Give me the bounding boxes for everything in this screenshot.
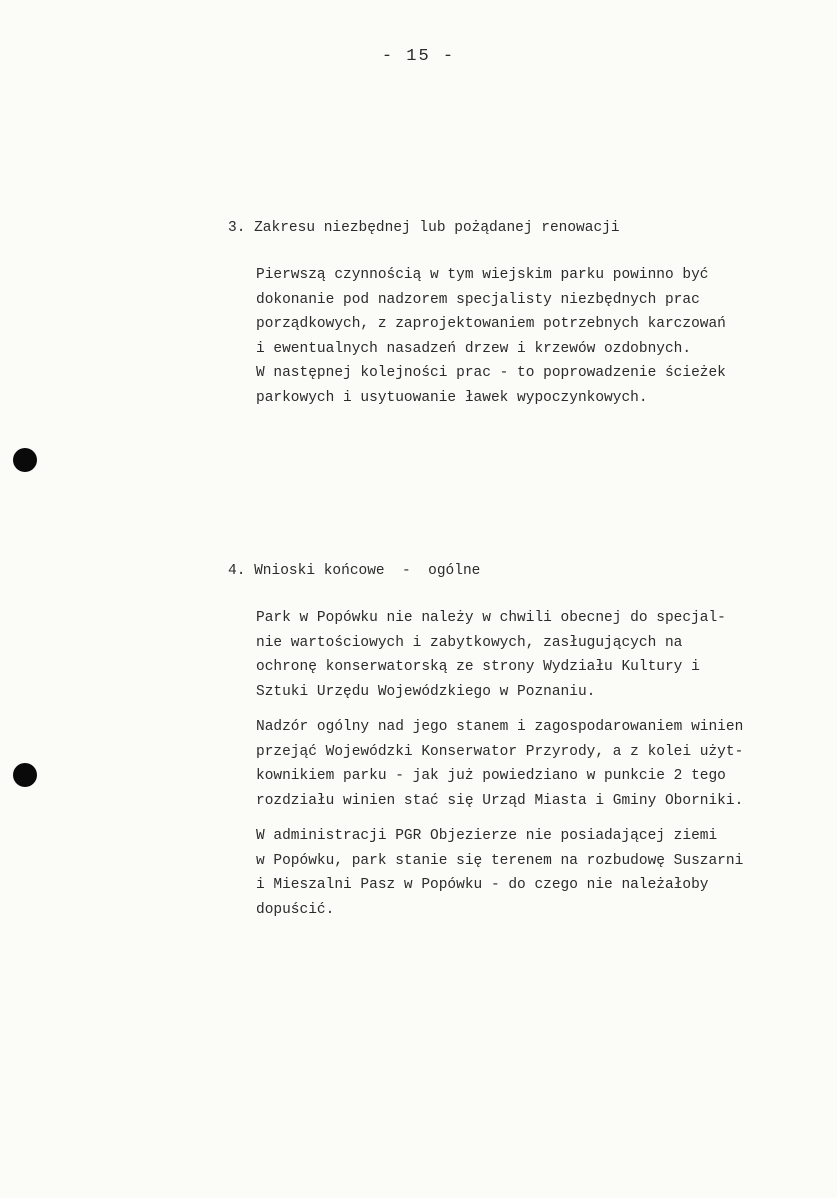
- text-line: Sztuki Urzędu Wojewódzkiego w Poznaniu.: [256, 683, 596, 700]
- section-4-paragraph-1: [256, 606, 726, 704]
- text-line: i ewentualnych nasadzeń drzew i krzewów ozdobnych.: [256, 340, 692, 357]
- text-line: ochronę konserwatorską ze strony Wydziału Kultury i: [256, 659, 700, 675]
- text-line: dopuścić.: [256, 901, 335, 918]
- section-3-heading: 3. Zakresu niezbędnej lub pożądanej renowacji: [228, 220, 620, 236]
- section-3-paragraph: [256, 263, 726, 410]
- text-line: i Mieszalni Pasz w Popówku - do czego nie należałoby: [256, 877, 709, 893]
- text-line: kownikiem parku - jak już powiedziano w punkcie 2 tego: [256, 768, 726, 784]
- text-line: W następnej kolejności prac - to poprowadzenie ścieżek: [256, 365, 726, 381]
- text-line: parkowych i usytuowanie ławek wypoczynkowych.: [256, 389, 648, 406]
- text-line: dokonanie pod nadzorem specjalisty niezbędnych prac: [256, 291, 700, 308]
- text-line: w Popówku, park stanie się terenem na rozbudowę Suszarni: [256, 852, 744, 869]
- text-line: Nadzór ogólny nad jego stanem i zagospodarowaniem winien: [256, 719, 744, 735]
- text-line: porządkowych, z zaprojektowaniem potrzebnych karczowań: [256, 316, 726, 332]
- text-line: W administracji PGR Objezierze nie posiadającej ziemi: [256, 828, 718, 844]
- punch-hole: [13, 763, 37, 787]
- punch-hole: [13, 448, 37, 472]
- section-4-paragraph-2: [256, 715, 743, 813]
- page-number: - 15 -: [381, 47, 456, 66]
- text-line: Pierwszą czynnością w tym wiejskim parku powinno być: [256, 267, 709, 283]
- text-line: rozdziału winien stać się Urząd Miasta i Gminy Oborniki.: [256, 792, 744, 809]
- text-line: nie wartościowych i zabytkowych, zasługujących na: [256, 634, 683, 651]
- section-4-paragraph-3: [256, 824, 743, 922]
- section-4-heading: 4. Wnioski końcowe - ogólne: [228, 563, 481, 579]
- text-line: przejąć Wojewódzki Konserwator Przyrody, a z kolei użyt-: [256, 743, 744, 760]
- text-line: Park w Popówku nie należy w chwili obecnej do specjal-: [256, 610, 726, 626]
